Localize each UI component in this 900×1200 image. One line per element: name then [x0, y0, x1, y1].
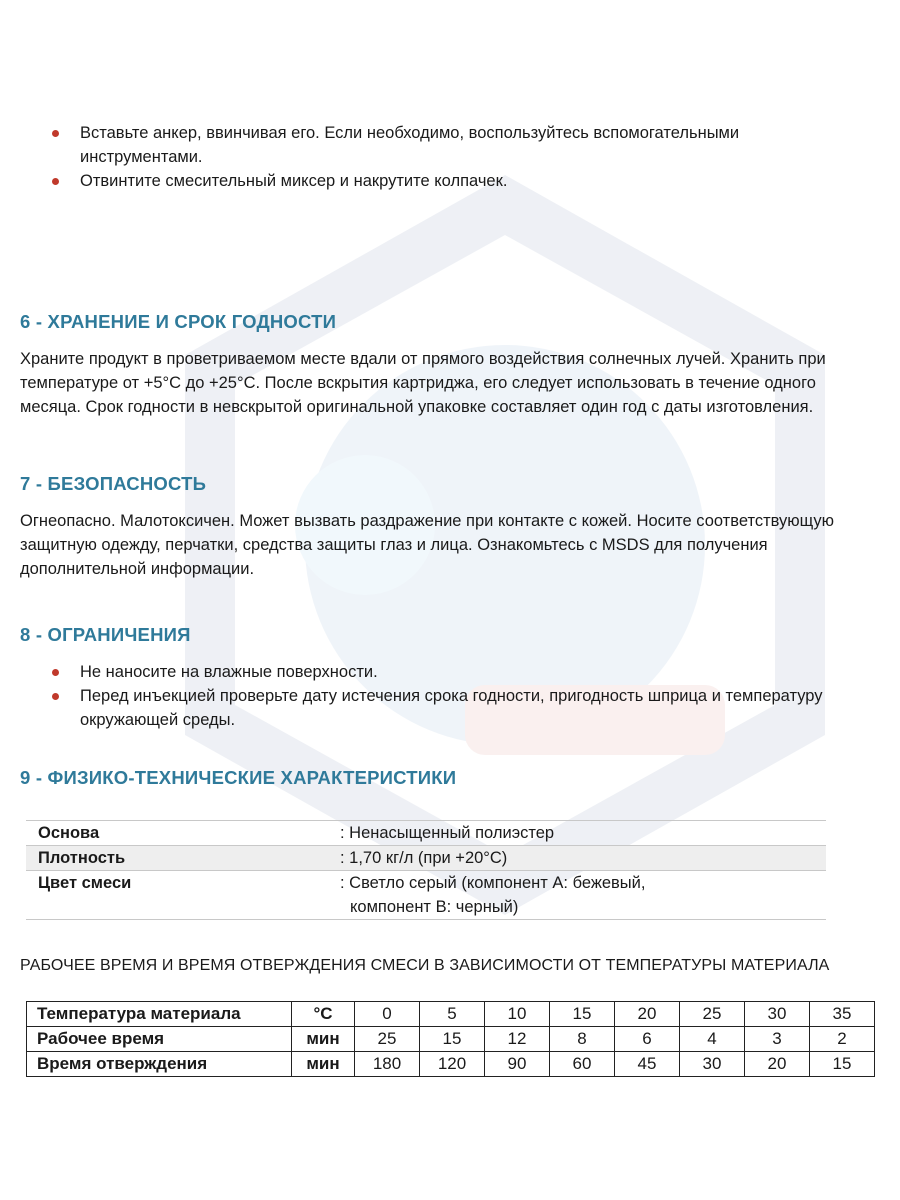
table-cell: 120: [420, 1052, 485, 1077]
table-cell: 25: [355, 1027, 420, 1052]
install-steps-list: [50, 121, 840, 193]
cure-table-title: РАБОЧЕЕ ВРЕМЯ И ВРЕМЯ ОТВЕРЖДЕНИЯ СМЕСИ В ЗАВИСИМОСТИ ОТ ТЕМПЕРАТУРЫ МАТЕРИАЛА: [20, 957, 830, 974]
list-item: Вставьте анкер, ввинчивая его. Если необходимо, воспользуйтесь вспомогательными инструментами.: [50, 121, 840, 169]
section-6-title: 6 - ХРАНЕНИЕ И СРОК ГОДНОСТИ: [20, 311, 337, 332]
section-8-title: 8 - ОГРАНИЧЕНИЯ: [20, 624, 191, 645]
table-cell: 12: [485, 1027, 550, 1052]
table-cell: 0: [355, 1002, 420, 1027]
row-unit: мин: [292, 1052, 355, 1077]
property-row: [26, 845, 826, 870]
table-cell: 3: [745, 1027, 810, 1052]
table-cell: 35: [810, 1002, 875, 1027]
row-label: Температура материала: [27, 1002, 292, 1027]
table-cell: 2: [810, 1027, 875, 1052]
cure-time-table: [26, 1001, 875, 1077]
list-item: Не наносите на влажные поверхности.: [50, 660, 840, 684]
table-cell: 30: [745, 1002, 810, 1027]
table-cell: 25: [680, 1002, 745, 1027]
table-cell: 15: [810, 1052, 875, 1077]
table-cell: 30: [680, 1052, 745, 1077]
table-cell: 45: [615, 1052, 680, 1077]
table-cell: 4: [680, 1027, 745, 1052]
table-cell: 8: [550, 1027, 615, 1052]
table-cell: 20: [745, 1052, 810, 1077]
property-value: : 1,70 кг/л (при +20°C): [340, 849, 508, 867]
table-cell: 20: [615, 1002, 680, 1027]
section-6-text: Храните продукт в проветриваемом месте вдали от прямого воздействия солнечных лучей. Хранить при температуре от +5°C до +25°C. После вскрытия картриджа, его следует использовать в течение одного месяца. Срок годности в невскрытой оригинальной упаковке составляет один год с даты изготовления.: [20, 350, 826, 416]
table-cell: 6: [615, 1027, 680, 1052]
table-row: [27, 1027, 875, 1052]
row-label: Рабочее время: [27, 1027, 292, 1052]
row-label: Время отверждения: [27, 1052, 292, 1077]
table-cell: 60: [550, 1052, 615, 1077]
property-name: Основа: [38, 824, 100, 842]
table-cell: 15: [550, 1002, 615, 1027]
table-cell: 90: [485, 1052, 550, 1077]
section-7-title: 7 - БЕЗОПАСНОСТЬ: [20, 473, 207, 494]
properties-table: [26, 820, 826, 920]
table-cell: 10: [485, 1002, 550, 1027]
bullet-dot-icon: [52, 178, 59, 185]
property-name: Цвет смеси: [38, 874, 132, 892]
table-cell: 15: [420, 1027, 485, 1052]
section-7-text: Огнеопасно. Малотоксичен. Может вызвать раздражение при контакте с кожей. Носите соответствующую защитную одежду, перчатки, средства защиты глаз и лица. Ознакомьтесь с MSDS для получения дополнительной информации.: [20, 512, 835, 578]
bullet-dot-icon: [52, 669, 59, 676]
property-row: [26, 820, 826, 845]
table-row: [27, 1052, 875, 1077]
list-item: Перед инъекцией проверьте дату истечения срока годности, пригодность шприца и температуру окружающей среды.: [50, 684, 840, 732]
section-9-title: 9 - ФИЗИКО-ТЕХНИЧЕСКИЕ ХАРАКТЕРИСТИКИ: [20, 767, 457, 788]
restrictions-list: [50, 660, 840, 732]
property-name: Плотность: [38, 849, 126, 867]
table-cell: 180: [355, 1052, 420, 1077]
table-cell: 5: [420, 1002, 485, 1027]
table-row: [27, 1002, 875, 1027]
bullet-dot-icon: [52, 693, 59, 700]
row-unit: мин: [292, 1027, 355, 1052]
bullet-dot-icon: [52, 130, 59, 137]
list-item: Отвинтите смесительный миксер и накрутите колпачек.: [50, 169, 840, 193]
property-value: : Ненасыщенный полиэстер: [340, 824, 555, 842]
property-row: [26, 870, 826, 920]
row-unit: °C: [292, 1002, 355, 1027]
property-value: : Светло серый (компонент А: бежевый, компонент В: черный): [340, 874, 646, 916]
